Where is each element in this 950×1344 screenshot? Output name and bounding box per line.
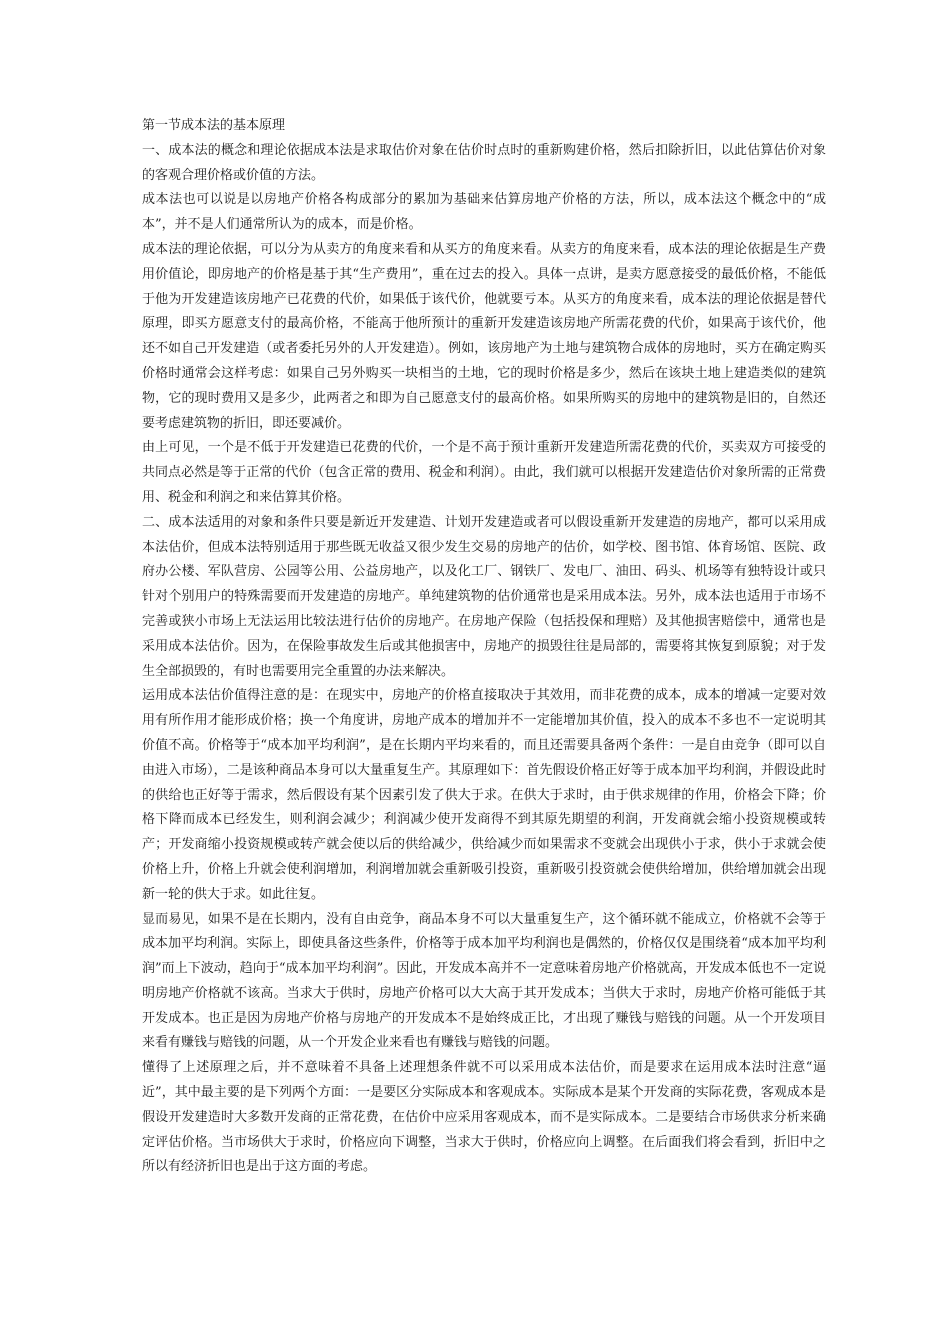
- document-body: [142, 114, 826, 1180]
- paragraph-common-point: 由上可见，一个是不低于开发建造已花费的代价，一个是不高于预计重新开发建造所需花费的代价，买卖双方可接受的共同点必然是等于正常的代价（包含正常的费用、税金和利润）。由此，我们就可以根据开发建造估价对象所需的正常费用、税金和利润之和来估算其价格。: [142, 440, 826, 505]
- paragraph-applicable-objects: 二、成本法适用的对象和条件只要是新近开发建造、计划开发建造或者可以假设重新开发建造的房地产，都可以采用成本法估价，但成本法特别适用于那些既无收益又很少发生交易的房地产的估价，如学校、图书馆、体育场馆、医院、政府办公楼、军队营房、公园等公用、公益房地产，以及化工厂、钢铁厂、发电厂、油田、码头、机场等有独特设计或只针对个别用户的特殊需要而开发建造的房地产。单纯建筑物的估价通常也是采用成本法。另外，成本法也适用于市场不完善或狭小市场上无法运用比较法进行估价的房地产。在房地产保险（包括投保和理赔）及其他损害赔偿中，通常也是采用成本法估价。因为，在保险事故发生后或其他损害中，房地产的损毁往往是局部的，需要将其恢复到原貌；对于发生全部损毁的，有时也需要用完全重置的办法来解决。: [142, 514, 826, 679]
- paragraph-concept: 一、成本法的概念和理论依据成本法是求取估价对象在估价时点时的重新购建价格，然后扣除折旧，以此估算估价对象的客观合理价格或价值的方法。: [142, 142, 826, 183]
- paragraph-cost-meaning: 成本法也可以说是以房地产价格各构成部分的累加为基础来估算房地产价格的方法，所以，成本法这个概念中的“成本”，并不是人们通常所认为的成本，而是价格。: [142, 192, 826, 233]
- paragraph-approximation: 懂得了上述原理之后，并不意味着不具备上述理想条件就不可以采用成本法估价，而是要求在运用成本法时注意“逼近”，其中最主要的是下列两个方面：一是要区分实际成本和客观成本。实际成本是某个开发商的实际花费，客观成本是假设开发建造时大多数开发商的正常花费，在估价中应采用客观成本，而不是实际成本。二是要结合市场供求分析来确定评估价格。当市场供大于求时，价格应向下调整，当求大于供时，价格应向上调整。在后面我们将会看到，折旧中之所以有经济折旧也是出于这方面的考虑。: [142, 1060, 826, 1175]
- section-title: 第一节成本法的基本原理: [142, 118, 286, 133]
- paragraph-notes: 运用成本法估价值得注意的是：在现实中，房地产的价格直接取决于其效用，而非花费的成本，成本的增减一定要对效用有所作用才能形成价格；换一个角度讲，房地产成本的增加并不一定能增加其价值，投入的成本不多也不一定说明其价值不高。价格等于“成本加平均利润”，是在长期内平均来看的，而且还需要具备两个条件：一是自由竞争（即可以自由进入市场），二是该种商品本身可以大量重复生产。其原理如下：首先假设价格正好等于成本加平均利润，并假设此时的供给也正好等于需求，然后假设有某个因素引发了供大于求。在供大于求时，由于供求规律的作用，价格会下降；价格下降而成本已经发生，则利润会减少；利润减少使开发商得不到其原先期望的利润，开发商就会缩小投资规模或转产；开发商缩小投资规模或转产就会使以后的供给减少，供给减少而如果需求不变就会出现供小于求，供小于求就会使价格上升，价格上升就会使利润增加，利润增加就会重新吸引投资，重新吸引投资就会使供给增加，供给增加就会出现新一轮的供大于求。如此往复。: [142, 688, 826, 902]
- paragraph-cycle: 显而易见，如果不是在长期内，没有自由竞争，商品本身不可以大量重复生产，这个循环就不能成立，价格就不会等于成本加平均利润。实际上，即使具备这些条件，价格等于成本加平均利润也是偶然的，价格仅仅是围绕着“成本加平均利润”而上下波动，趋向于“成本加平均利润”。因此，开发成本高并不一定意味着房地产价格就高，开发成本低也不一定说明房地产价格就不该高。当求大于供时，房地产价格可以大大高于其开发成本；当供大于求时，房地产价格可能低于其开发成本。也正是因为房地产价格与房地产的开发成本不是始终成正比，才出现了赚钱与赔钱的问题。从一个开发项目来看有赚钱与赔钱的问题，从一个开发企业来看也有赚钱与赔钱的问题。: [142, 911, 826, 1051]
- paragraph-theory-basis: 成本法的理论依据，可以分为从卖方的角度来看和从买方的角度来看。从卖方的角度来看，成本法的理论依据是生产费用价值论，即房地产的价格是基于其“生产费用”，重在过去的投入。具体一点讲，是卖方愿意接受的最低价格，不能低于他为开发建造该房地产已花费的代价，如果低于该代价，他就要亏本。从买方的角度来看，成本法的理论依据是替代原理，即买方愿意支付的最高价格，不能高于他所预计的重新开发建造该房地产所需花费的代价，如果高于该代价，他还不如自己开发建造（或者委托另外的人开发建造）。例如，该房地产为土地与建筑物合成体的房地时，买方在确定购买价格时通常会这样考虑：如果自己另外购买一块相当的土地，它的现时价格是多少，然后在该块土地上建造类似的建筑物，它的现时费用又是多少，此两者之和即为自己愿意支付的最高价格。如果所购买的房地中的建筑物是旧的，自然还要考虑建筑物的折旧，即还要减价。: [142, 241, 826, 431]
